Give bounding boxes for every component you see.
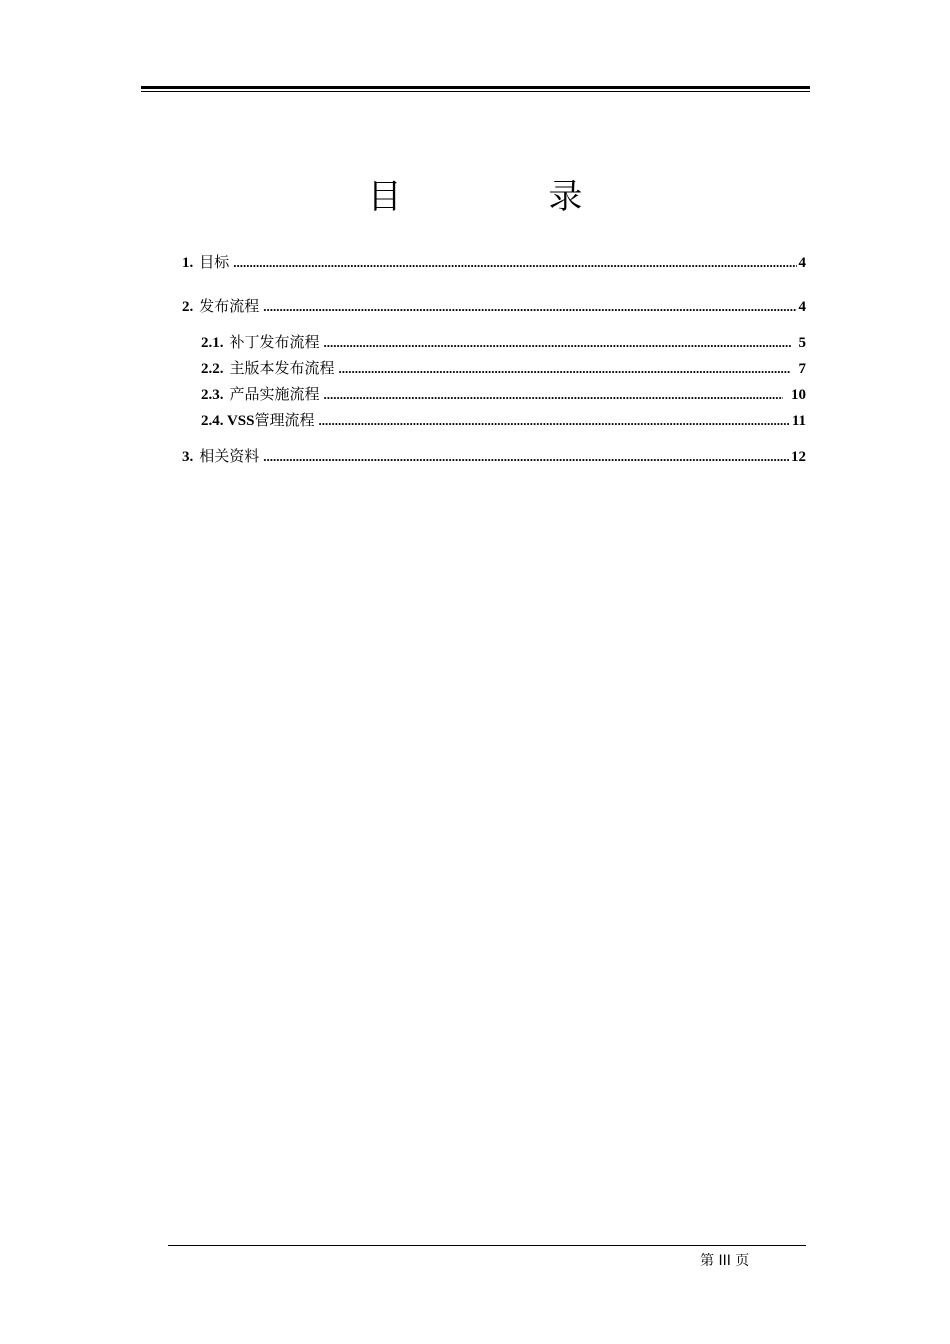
toc-entry-label: 管理流程	[254, 411, 315, 429]
toc-entry-label: 补丁发布流程	[229, 333, 320, 351]
toc-entry-label: 相关资料	[199, 447, 260, 465]
toc-leader-dots	[233, 253, 796, 273]
header-rule-thin	[141, 91, 810, 92]
toc-entry-page: 12	[791, 449, 806, 465]
toc-leader-dots	[319, 411, 790, 431]
toc-entry[interactable]	[182, 446, 806, 466]
toc-entry[interactable]	[201, 358, 806, 378]
footer-page-number: 第 III 页	[700, 1253, 750, 1269]
toc-entry[interactable]	[182, 252, 806, 272]
toc-entry-number: 1.	[182, 255, 194, 271]
toc-leader-dots	[324, 385, 783, 405]
toc-entry[interactable]	[201, 332, 806, 352]
toc-leader-dots	[339, 359, 791, 379]
toc-entry-number: 2.	[182, 299, 194, 315]
toc-entry-page: 4	[798, 299, 806, 315]
page-title: 目 录	[367, 177, 651, 217]
toc-entry-number: 2.3.	[201, 387, 224, 403]
toc-entry-number: 2.2.	[201, 361, 224, 377]
toc-entry[interactable]	[201, 384, 806, 404]
toc-entry[interactable]	[201, 410, 806, 430]
toc-entry-page: 7	[798, 361, 806, 377]
toc-entry-label: 产品实施流程	[229, 385, 320, 403]
header-rule	[141, 86, 810, 89]
toc-entry-number: 2.1.	[201, 335, 224, 351]
toc-entry-page: 10	[791, 387, 806, 403]
toc-leader-dots	[324, 333, 791, 353]
toc-entry[interactable]	[182, 296, 806, 316]
toc-entry-page: 11	[791, 413, 806, 429]
toc-leader-dots	[263, 447, 789, 467]
toc-entry-label: 目标	[199, 253, 230, 271]
toc-entry-number: 3.	[182, 449, 194, 465]
toc-leader-dots	[263, 297, 796, 317]
footer-rule	[168, 1245, 806, 1246]
toc-entry-label: 发布流程	[199, 297, 260, 315]
toc-entry-page: 5	[798, 335, 806, 351]
toc-entry-label: 主版本发布流程	[229, 359, 335, 377]
toc-entry-number: 2.4. VSS	[201, 413, 255, 429]
toc-entry-page: 4	[798, 255, 806, 271]
